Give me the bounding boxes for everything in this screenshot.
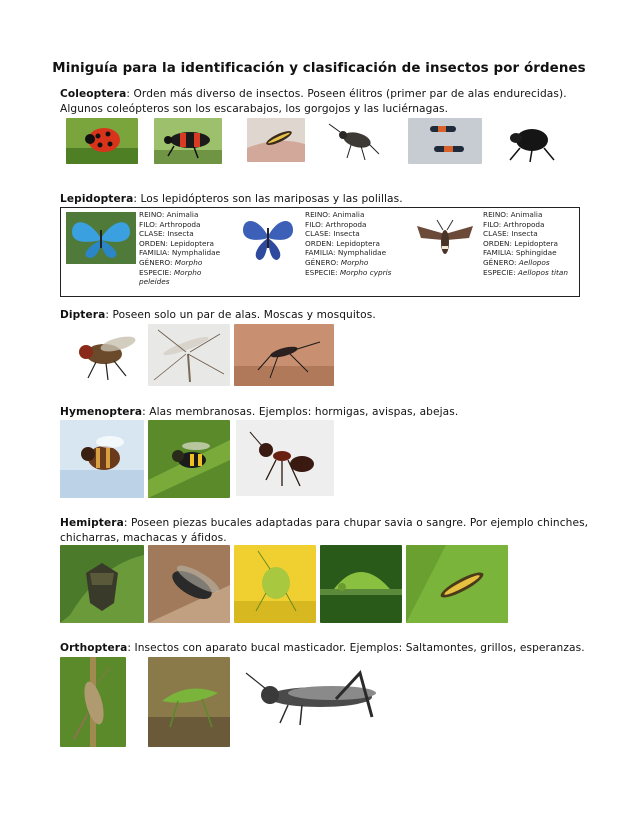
taxonomy-orden: ORDEN: Lepidoptera	[305, 238, 380, 248]
taxonomy-genero: GÉNERO: Morpho	[305, 257, 369, 267]
grasshopper-photo	[60, 657, 126, 747]
scarab-beetle-photo	[496, 118, 564, 166]
lepidoptera-text: : Los lepidópteros son las mariposas y las polillas.	[133, 193, 403, 205]
orthoptera-description	[60, 641, 600, 656]
cicada-photo	[148, 545, 230, 623]
ant-photo	[236, 420, 334, 496]
lepidoptera-classification-table	[60, 207, 580, 297]
taxonomy-especie: ESPECIE: Morpho peleides	[139, 267, 202, 287]
hymenoptera-text: : Alas membranosas. Ejemplos: hormigas, avispas, abejas.	[142, 406, 459, 418]
taxonomy-clase: CLASE: Insecta	[483, 229, 538, 239]
taxonomy-familia: FAMILIA: Nymphalidae	[139, 248, 221, 258]
diptera-description	[60, 308, 600, 323]
sphinx-moth-photo	[413, 212, 477, 264]
taxonomy-cell-aellopos-titan	[409, 208, 579, 296]
order-name-lepidoptera: Lepidoptera	[60, 193, 134, 205]
order-name-coleoptera: Coleoptera	[60, 88, 127, 100]
taxonomy-reino: REINO: Animalia	[305, 210, 365, 219]
aphid-photo	[234, 545, 316, 623]
coleoptera-description	[60, 87, 600, 117]
wasp-on-leaf-photo	[148, 420, 230, 498]
taxonomy-clase: CLASE: Insecta	[139, 229, 194, 239]
order-name-diptera: Diptera	[60, 309, 106, 321]
katydid-photo	[148, 657, 230, 747]
taxonomy-familia: FAMILIA: Sphingidae	[483, 248, 557, 258]
locust-photo	[240, 659, 396, 729]
order-name-hemiptera: Hemiptera	[60, 517, 124, 529]
crane-fly-photo	[148, 324, 230, 386]
blister-beetle-photo	[154, 118, 222, 164]
taxonomy-cell-morpho-cypris	[237, 208, 409, 296]
taxonomy-filo: FILO: Arthropoda	[483, 219, 545, 229]
ladybug-photo	[66, 118, 138, 164]
longhorn-beetle-photo	[325, 120, 387, 164]
housefly-photo	[60, 324, 144, 384]
bee-on-snow-photo	[60, 420, 144, 498]
taxonomy-text-2	[305, 210, 391, 277]
taxonomy-reino: REINO: Animalia	[483, 210, 543, 219]
treehopper-photo	[320, 545, 402, 623]
hemiptera-text: : Poseen piezas bucales adaptadas para chupar savia o sangre. Por ejemplo chinches, chicharras, machacas y áfidos.	[60, 517, 589, 544]
order-name-hymenoptera: Hymenoptera	[60, 406, 143, 418]
taxonomy-genero: GÉNERO: Aellopos	[483, 257, 550, 267]
taxonomy-orden: ORDEN: Lepidoptera	[139, 238, 214, 248]
blue-morpho-photo	[66, 212, 136, 264]
coleoptera-text: : Orden más diverso de insectos. Poseen élitros (primer par de alas endurecidas). Algunos coleópteros son los escarabajos, los gorgojos y las luciérnagas.	[60, 88, 567, 115]
taxonomy-filo: FILO: Arthropoda	[139, 219, 201, 229]
taxonomy-especie: ESPECIE: Aellopos titan	[483, 267, 568, 277]
taxonomy-reino: REINO: Animalia	[139, 210, 199, 219]
lepidoptera-description	[60, 192, 600, 207]
taxonomy-familia: FAMILIA: Nymphalidae	[305, 248, 387, 258]
morpho-cypris-photo	[237, 212, 299, 264]
taxonomy-especie: ESPECIE: Morpho cypris	[305, 267, 392, 277]
taxonomy-cell-morpho-peleides	[61, 208, 233, 296]
order-name-orthoptera: Orthoptera	[60, 642, 128, 654]
diptera-text: : Poseen solo un par de alas. Moscas y mosquitos.	[105, 309, 376, 321]
stink-bug-photo	[60, 545, 144, 623]
taxonomy-orden: ORDEN: Lepidoptera	[483, 238, 558, 248]
page-title: Miniguía para la identificación y clasificación de insectos por órdenes	[52, 61, 586, 76]
hymenoptera-description	[60, 405, 600, 420]
seed-bug-photo	[406, 545, 508, 623]
orthoptera-text: : Insectos con aparato bucal masticador. Ejemplos: Saltamontes, grillos, esperanzas.	[127, 642, 585, 654]
leaf-beetle-on-finger-photo	[247, 118, 305, 162]
taxonomy-filo: FILO: Arthropoda	[305, 219, 367, 229]
taxonomy-text-3	[483, 210, 568, 277]
mosquito-on-skin-photo	[234, 324, 334, 386]
taxonomy-clase: CLASE: Insecta	[305, 229, 360, 239]
taxonomy-text-1	[139, 210, 233, 287]
taxonomy-genero: GÉNERO: Morpho	[139, 257, 203, 267]
hemiptera-description	[60, 516, 600, 546]
rove-beetles-photo	[408, 118, 482, 164]
